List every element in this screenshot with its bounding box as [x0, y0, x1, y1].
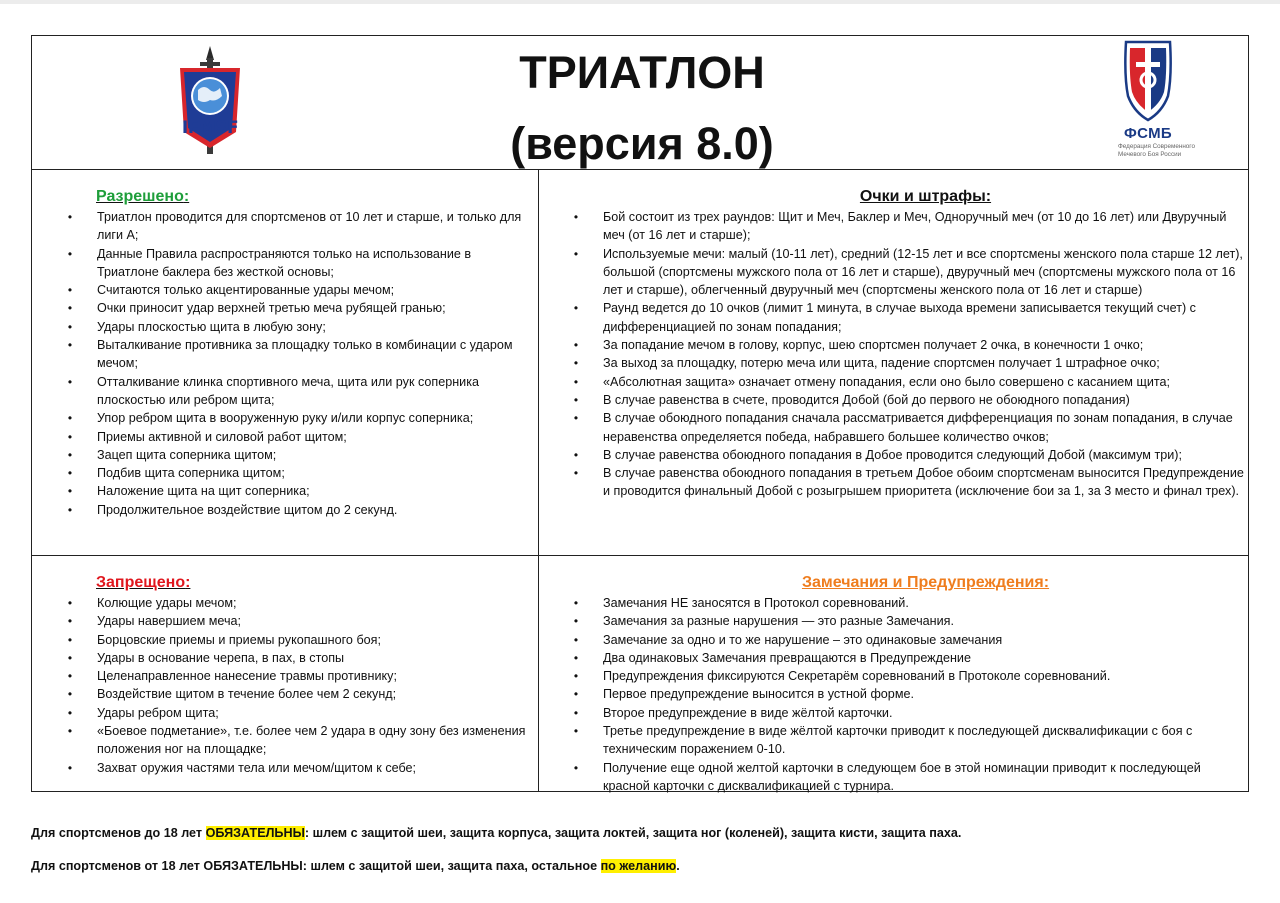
points-list	[566, 208, 1248, 501]
list-item: • Предупреждения фиксируются Секретарём соревнований в Протоколе соревнований.	[573, 669, 1111, 684]
list-item: • В случае обоюдного попадания сначала рассматривается дифференциация по зонам попадания, в случае неравенства определяется победа, набравшего большее количество очков;	[573, 411, 1233, 444]
list-item: • Бой состоит из трех раундов: Щит и Меч, Баклер и Меч, Одноручный меч (от 10 до 16 лет) или Двуручный меч (от 16 лет и старше);	[573, 210, 1227, 243]
list-item: • Считаются только акцентированные удары мечом;	[67, 283, 395, 298]
allowed-heading: Разрешено:	[96, 188, 190, 205]
list-item: • За попадание мечом в голову, корпус, шею спортсмен получает 2 очка, в конечности 1 очко;	[573, 338, 1144, 353]
list-item: • Колющие удары мечом;	[67, 596, 237, 610]
list-item: • Два одинаковых Замечания превращаются в Предупреждение	[573, 650, 971, 665]
list-item: • Подбив щита соперника щитом;	[67, 466, 285, 481]
list-item: • За выход за площадку, потерю меча или щита, падение спортсмен получает 1 штрафное очко;	[573, 356, 1160, 371]
list-item: • Удары ребром щита;	[67, 705, 219, 720]
sword-globe-shield-icon	[174, 44, 246, 156]
remarks-heading: Замечания и Предупреждения:	[801, 574, 1050, 591]
list-item: • Данные Правила распространяются только на использование в Триатлоне баклера без жесткой основы;	[67, 246, 472, 279]
list-item: • Выталкивание противника за площадку только в комбинации с ударом мечом;	[67, 338, 513, 371]
highlight-optional: по желанию	[600, 859, 677, 873]
list-item: • В случае равенства обоюдного попадания в Добое проводится следующий Добой (максимум три);	[573, 447, 1182, 462]
list-item: • Удары плоскостью щита в любую зону;	[67, 319, 326, 334]
header-divider	[32, 169, 1248, 170]
list-item: • Раунд ведется до 10 очков (лимит 1 минута, в случае выхода времени записывается текущий счет) с дифференциацией по зонам попадания;	[573, 301, 1196, 334]
forbidden-section	[60, 574, 530, 777]
points-heading: Очки и штрафы:	[859, 188, 992, 205]
page-title: ТРИАТЛОН	[519, 47, 765, 98]
list-item: • Упор ребром щита в вооруженную руку и/или корпус соперника;	[67, 411, 474, 426]
forbidden-heading: Запрещено:	[96, 574, 191, 591]
list-item: • Воздействие щитом в течение более чем 2 секунд;	[67, 687, 397, 702]
list-item: • Захват оружия частями тела или мечом/щитом к себе;	[67, 760, 417, 775]
allowed-list	[60, 208, 530, 519]
points-section	[566, 188, 1248, 501]
middle-divider	[32, 555, 1248, 556]
rules-sheet	[31, 35, 1249, 792]
list-item: • Замечания НЕ заносятся в Протокол соревнований.	[573, 596, 909, 610]
list-item: • Получение еще одной желтой карточки в следующем бое в этой номинации приводит к последующей красной карточки с дисквалификацией с турнира.	[573, 760, 1201, 793]
remarks-list	[566, 594, 1248, 795]
list-item: • Удары в основание черепа, в пах, в стопы	[67, 650, 345, 665]
list-item: • В случае равенства обоюдного попадания в третьем Добое обоим спортсменам выносится Предупреждение и проводится финальный Добой с розыгрышем приоритета (исключение бои за 1, за 3 место и финал трех).	[573, 466, 1244, 499]
list-item: • Используемые мечи: малый (10-11 лет), средний (12-15 лет и все спортсмены женского пола старше 12 лет), большой (спортсмены мужского пола от 16 лет и старше), двуручный меч (спортсмены мужского пола от 16 лет и старше), облегченный двуручный меч (спортсмены женского пола от 16 лет и старше)	[573, 246, 1243, 298]
list-item: • Второе предупреждение в виде жёлтой карточки.	[573, 705, 893, 720]
remarks-section	[566, 574, 1248, 795]
list-item: • Борцовские приемы и приемы рукопашного боя;	[67, 632, 381, 647]
top-band	[0, 0, 1280, 4]
fsmb-logo-subtitle: Федерация Современного Мечевого Боя России	[1118, 143, 1195, 158]
list-item: • В случае равенства в счете, проводится Добой (бой до первого не обоюдного попадания)	[573, 392, 1130, 407]
footer-note-under-18: Для спортсменов до 18 лет ОБЯЗАТЕЛЬНЫ: шлем с защитой шеи, защита корпуса, защита локтей, защита ног (коленей), защита кисти, защита паха.	[31, 826, 962, 840]
ifmsf-logo	[174, 44, 246, 156]
list-item: • Отталкивание клинка спортивного меча, щита или рук соперника плоскостью или ребром щита;	[67, 374, 479, 407]
fsmb-logo	[1114, 40, 1206, 166]
page-subtitle-version: (версия 8.0)	[510, 118, 774, 169]
list-item: • Целенаправленное нанесение травмы противнику;	[67, 669, 397, 684]
list-item: • Наложение щита на щит соперника;	[67, 484, 310, 499]
ifmsf-logo-text: IFMSF	[181, 118, 239, 138]
list-item: • Третье предупреждение в виде жёлтой карточки приводит к последующей дисквалификации с боя с техническим поражением 0-10.	[573, 724, 1193, 757]
sword-shield-icon	[1114, 40, 1182, 124]
list-item: • Триатлон проводится для спортсменов от 10 лет и старше, и только для лиги А;	[67, 210, 522, 243]
list-item: • Приемы активной и силовой работ щитом;	[67, 429, 347, 444]
fsmb-logo-text: ФСМБ	[1124, 125, 1172, 142]
footer-note-over-18: Для спортсменов от 18 лет ОБЯЗАТЕЛЬНЫ: шлем с защитой шеи, защита паха, остальное по желанию.	[31, 859, 680, 873]
highlight-mandatory: ОБЯЗАТЕЛЬНЫ	[205, 826, 305, 840]
list-item: • «Боевое подметание», т.е. более чем 2 удара в одну зону без изменения положения ног на площадке;	[67, 724, 526, 757]
allowed-section	[60, 188, 530, 519]
list-item: • Очки приносит удар верхней третью меча рубящей гранью;	[67, 301, 446, 316]
column-divider	[538, 170, 539, 791]
list-item: • Удары навершием меча;	[67, 614, 242, 629]
list-item: • Продолжительное воздействие щитом до 2 секунд.	[67, 502, 398, 517]
list-item: • Замечания за разные нарушения — это разные Замечания.	[573, 614, 954, 629]
list-item: • «Абсолютная защита» означает отмену попадания, если оно было совершено с касанием щита;	[573, 374, 1170, 389]
list-item: • Зацеп щита соперника щитом;	[67, 447, 277, 462]
forbidden-list	[60, 594, 530, 777]
list-item: • Замечание за одно и то же нарушение – это одинаковые замечания	[573, 632, 1003, 647]
list-item: • Первое предупреждение выносится в устной форме.	[573, 687, 914, 702]
